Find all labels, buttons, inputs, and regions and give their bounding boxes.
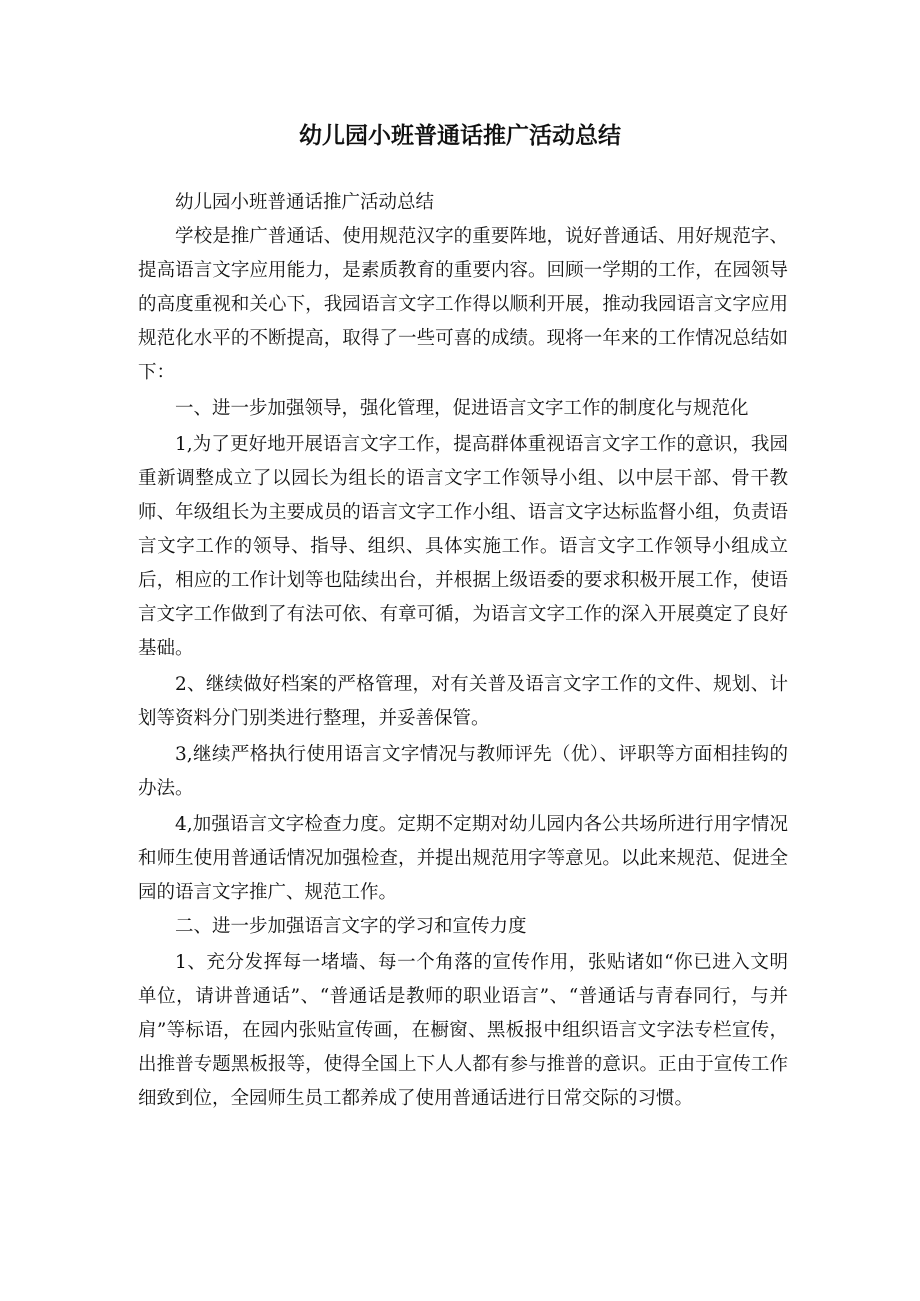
section-1-item-2: 2、继续做好档案的严格管理，对有关普及语言文字工作的文件、规划、计划等资料分门别类进行整理，并妥善保管。 — [138, 674, 788, 729]
subtitle-paragraph: 幼儿园小班普通话推广活动总结 — [175, 192, 435, 213]
section-heading-2: 二、进一步加强语言文字的学习和宣传力度 — [175, 916, 527, 937]
section-1-item-3: 3,继续严格执行使用语言文字情况与教师评先（优）、评职等方面相挂钩的办法。 — [138, 744, 788, 799]
section-2-item-1: 1、充分发挥每一堵墙、每一个角落的宣传作用，张贴诸如“你已进入文明单位，请讲普通话”、“普通话是教师的职业语言”、“普通话与青春同行，与并肩”等标语，在园内张贴宣传画，在橱窗、黑板报中组织语言文字法专栏宣传，出推普专题黑板报等，使得全国上下人人都有参与推普的意识。正由于宣传工作细致到位，全园师生员工都养成了使用普通话进行日常交际的习惯。 — [138, 952, 788, 1109]
section-1-item-1: 1,为了更好地开展语言文字工作，提高群体重视语言文字工作的意识，我园重新调整成立了以园长为组长的语言文字工作领导小组、以中层干部、骨干教师、年级组长为主要成员的语言文字工作小组、语言文字达标监督小组，负责语言文字工作的领导、指导、组织、具体实施工作。语言文字工作领导小组成立后，相应的工作计划等也陆续出台，并根据上级语委的要求积极开展工作，使语言文字工作做到了有法可依、有章可循，为语言文字工作的深入开展奠定了良好基础。 — [138, 434, 788, 659]
intro-paragraph: 学校是推广普通话、使用规范汉字的重要阵地，说好普通话、用好规范字、提高语言文字应用能力，是素质教育的重要内容。回顾一学期的工作，在园领导的高度重视和关心下，我园语言文字工作得以顺利开展，推动我园语言文字应用规范化水平的不断提高，取得了一些可喜的成绩。现将一年来的工作情况总结如下： — [138, 226, 788, 383]
document-body — [138, 186, 788, 1116]
section-1-item-4: 4,加强语言文字检查力度。定期不定期对幼儿园内各公共场所进行用字情况和师生使用普通话情况加强检查，并提出规范用字等意见。以此来规范、促进全园的语言文字推广、规范工作。 — [138, 814, 788, 903]
document-title: 幼儿园小班普通话推广活动总结 — [299, 123, 621, 149]
section-heading-1: 一、进一步加强领导，强化管理，促进语言文字工作的制度化与规范化 — [175, 398, 749, 419]
